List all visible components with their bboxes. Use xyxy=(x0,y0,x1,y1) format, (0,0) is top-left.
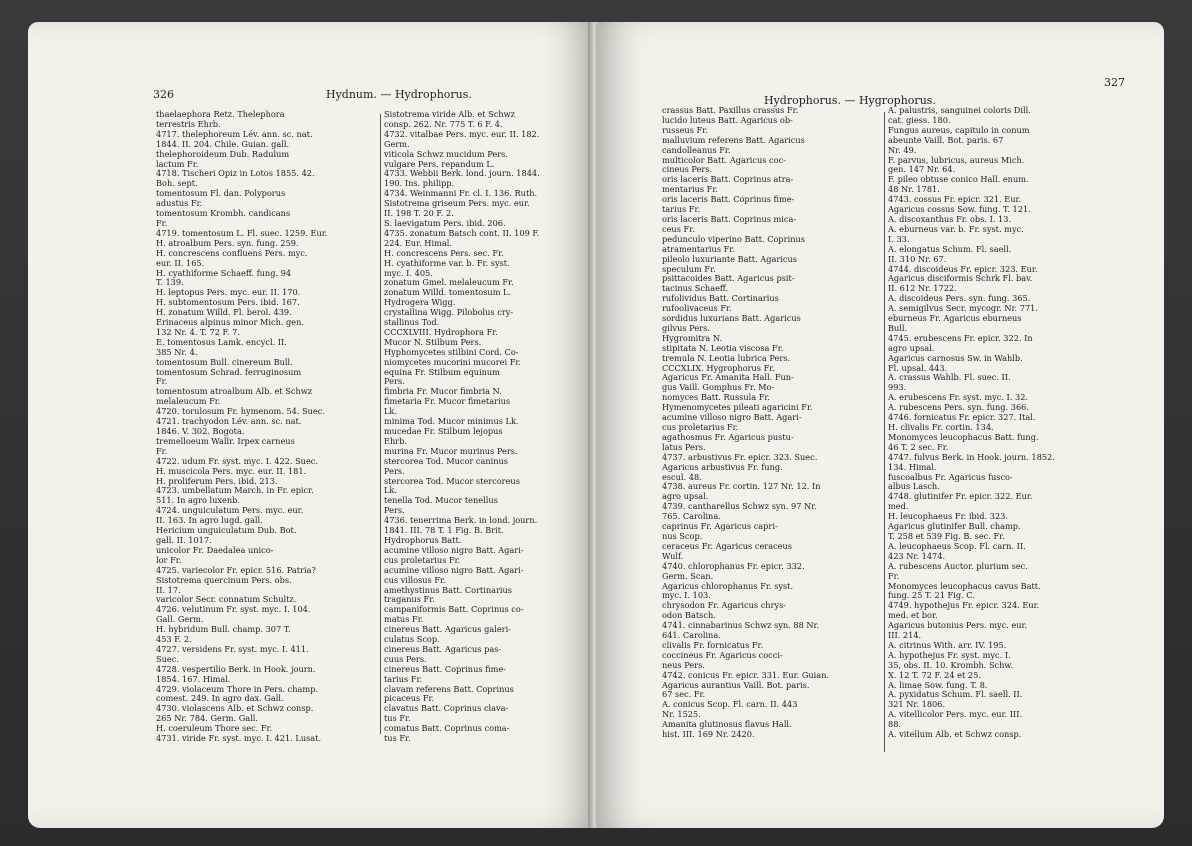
left-page-number: 326 xyxy=(153,88,174,101)
text-line: cus proletarius Fr. xyxy=(662,423,739,432)
text-line: cus proletarius Fr. xyxy=(384,555,461,565)
text-line: A. eburneus var. b. Fr. syst. myc. xyxy=(888,224,1024,234)
text-line: Boh. sept. xyxy=(156,179,198,189)
text-line: A. conicus Scop. Fl. carn. II. 443 xyxy=(662,700,798,710)
text-line: tomentosum Krombh. candicans xyxy=(156,209,291,219)
text-line: Hydrophorus Batt. xyxy=(384,535,462,545)
text-line: gus Vaill. Gomphus Fr. Mo- xyxy=(662,383,775,393)
text-line: Fungus aureus, capitulo in conum xyxy=(888,125,1030,135)
text-line: fimbria Fr. Mucor fimbria N. xyxy=(384,387,502,397)
text-line: Fr. xyxy=(156,377,168,387)
text-line: Agaricus carnosus Sw. in Wahlb. xyxy=(888,353,1023,363)
text-line: cus villosus Fr. xyxy=(384,575,446,585)
text-line: rufoolivaceus Fr. xyxy=(662,304,732,314)
text-line: 4749. hypothejus Fr. epicr. 324. Eur. xyxy=(888,601,1040,611)
text-line: X. 12 T. 72 F. 24 et 25. xyxy=(888,670,981,680)
text-line: E. tomentosus Lamk. encycl. II. xyxy=(156,337,287,347)
text-line: Sistotrema quercinum Pers. obs. xyxy=(156,575,292,585)
text-line: fuscoalbus Fr. Agaricus fusco- xyxy=(888,472,1013,482)
text-line: mucedae Fr. Stilbum lejopus xyxy=(384,427,503,436)
text-line: A. vitellum Alb. et Schwz consp. xyxy=(888,730,1022,740)
text-line: cat. giess. 180. xyxy=(888,115,951,125)
text-line: clavam referens Batt. Coprinus xyxy=(384,684,514,694)
text-line: latus Pers. xyxy=(662,442,706,452)
text-line: myc. I. 103. xyxy=(662,591,711,601)
text-line: vulgare Pers. repandum L. xyxy=(384,159,495,169)
text-line: Nr. 49. xyxy=(888,145,917,155)
text-line: II. 198 T. 20 F. 2. xyxy=(384,209,454,219)
text-line: Germ. xyxy=(384,139,410,149)
text-line: rufolividus Batt. Cortinarius xyxy=(662,294,779,304)
text-line: Nr. 1525. xyxy=(662,710,701,720)
text-line: thaelaephora Retz. Thelephora xyxy=(156,110,285,119)
text-line: tarius Fr. xyxy=(662,205,701,215)
text-line: 4723. umbellatum March. in Fr. epicr. xyxy=(156,486,314,496)
text-line: clivalis Fr. fornicatus Fr. xyxy=(662,640,764,650)
text-line: cinereus Batt. Agaricus galeri- xyxy=(384,625,511,635)
text-line: I. 33. xyxy=(888,234,910,244)
text-line: gen. 147 Nr. 64. xyxy=(888,165,956,175)
text-line: 88. xyxy=(888,720,902,730)
text-line: cinereus Batt. Coprinus fime- xyxy=(384,664,506,674)
text-line: Agaricus disciformis Schrk Fl. bav. xyxy=(888,274,1033,284)
text-line: psittacoides Batt. Agaricus psit- xyxy=(662,274,795,284)
text-line: 4729. violaceum Thore in Pers. champ. xyxy=(156,684,318,694)
text-line: pileolo luxuriante Batt. Agaricus xyxy=(662,254,797,264)
text-line: A. elongatus Schum. Fl. saell. xyxy=(888,244,1012,254)
text-line: II. 163. In agro lugd. gall. xyxy=(156,516,263,526)
text-line: sordidus luxurians Batt. Agaricus xyxy=(662,314,801,324)
text-line: adustus Fr. xyxy=(156,199,203,209)
text-line: abeunte Vaill. Bot. paris. 67 xyxy=(888,135,1004,145)
text-line: F. pileo obtuse conico Hall. enum. xyxy=(888,175,1029,185)
text-line: 641. Carolina. xyxy=(662,631,721,641)
text-line: multicolor Batt. Agaricus coc- xyxy=(662,155,786,165)
text-line: 4722. udum Fr. syst. myc. I. 422. Suec. xyxy=(156,456,318,466)
text-line: matus Fr. xyxy=(384,615,424,625)
text-line: 385 Nr. 4. xyxy=(156,347,198,357)
text-line: picaceus Fr. xyxy=(384,694,435,704)
right-page-number: 327 xyxy=(1104,76,1125,89)
text-line: 190. Ins. philipp. xyxy=(384,179,455,189)
text-line: Lk. xyxy=(384,407,398,417)
text-line: 4732. vitalbae Pers. myc. eur. II. 182. xyxy=(384,129,540,139)
text-line: H. leucophaeus Fr. ibid. 323. xyxy=(888,512,1008,522)
text-line: malluvium referens Batt. Agaricus xyxy=(662,135,805,145)
column-rule xyxy=(884,112,885,752)
text-line: hist. III. 169 Nr. 2420. xyxy=(662,730,755,740)
text-line: 4748. glutinifer Fr. epicr. 322. Eur. xyxy=(888,492,1033,502)
text-line: comatus Batt. Coprinus coma- xyxy=(384,724,510,734)
text-line: Hericium unguiculatum Dub. Bot. xyxy=(156,526,297,536)
text-line: tremelloeum Wallr. Irpex carneus xyxy=(156,436,295,446)
text-line: II. 17. xyxy=(156,585,181,595)
text-line: speculum Fr. xyxy=(662,264,716,274)
text-line: candolleanus Fr. xyxy=(662,145,731,155)
text-line: 321 Nr. 1806. xyxy=(888,700,946,710)
text-line: 4742. conicus Fr. epicr. 331. Eur. Guian. xyxy=(662,670,830,680)
text-line: Pers. xyxy=(384,466,405,476)
text-line: 765. Carolina. xyxy=(662,512,721,522)
right-running-head: Hydrophorus. — Hygrophorus. xyxy=(764,94,936,107)
text-line: ceus Fr. xyxy=(662,224,695,234)
text-line: H. atroalbum Pers. syn. fung. 259. xyxy=(156,238,299,248)
text-line: viticola Schwz mucidum Pers. xyxy=(384,149,508,159)
text-line: acumine villoso nigro Batt. Agari- xyxy=(384,545,524,555)
text-line: Monomyces leucophacus Batt. fung. xyxy=(888,432,1039,442)
text-line: russeus Fr. xyxy=(662,125,708,135)
text-line: 4741. cinnabarinus Schwz syn. 88 Nr. xyxy=(662,621,820,631)
text-line: niomycetes mucorini mucorei Fr. xyxy=(384,357,521,367)
text-line: Mucor N. Stilbum Pers. xyxy=(384,337,482,347)
text-line: tomentosum Bull. cinereum Bull. xyxy=(156,357,293,367)
text-line: Agaricus chlorophanus Fr. syst. xyxy=(662,581,794,591)
text-line: Hyphomycetes stilbini Cord. Co- xyxy=(384,347,519,357)
text-line: gilvus Pers. xyxy=(662,323,710,333)
text-line: Monomyces leucophacus cavus Batt. xyxy=(888,581,1041,591)
text-line: Agaricus arbustivus Fr. fung. xyxy=(662,462,783,472)
text-line: 4724. unguiculatum Pers. myc. eur. xyxy=(156,506,304,516)
text-line: med. et bor. xyxy=(888,611,938,621)
text-line: H. cyathiforme Schaeff. fung. 94 xyxy=(156,268,292,278)
text-line: tus Fr. xyxy=(384,714,411,724)
text-line: ceraceus Fr. Agaricus ceraceus xyxy=(662,541,792,551)
text-line: H. cyathiforme var. b. Fr. syst. xyxy=(384,258,510,268)
text-line: Hydrogera Wigg. xyxy=(384,298,456,308)
text-line: stipitata N. Leotia viscosa Fr. xyxy=(662,343,784,353)
text-line: gall. II. 1017. xyxy=(156,535,212,545)
text-line: chrysodon Fr. Agaricus chrys- xyxy=(662,601,787,611)
text-line: Hygromitra N. xyxy=(662,333,723,343)
text-line: H. hybridum Bull. champ. 307 T. xyxy=(156,625,291,635)
text-line: Fr. xyxy=(888,571,900,581)
text-line: Germ. Scan. xyxy=(662,571,714,581)
text-line: 4746. fornicatus Fr. epicr. 327. Ital. xyxy=(888,413,1036,423)
text-line: Ehrb. xyxy=(384,436,408,446)
text-line: 132 Nr. 4. T. 72 F. 7. xyxy=(156,327,240,337)
text-line: CCCXLIX. Hygrophorus Fr. xyxy=(662,363,775,373)
left-column-1 xyxy=(156,110,364,744)
text-line: 4745. erubescens Fr. epicr. 322. In xyxy=(888,333,1033,343)
text-line: neus Pers. xyxy=(662,660,705,670)
text-line: tomentosum atroalbum Alb. et Schwz xyxy=(156,387,313,397)
text-line: oris laceris Batt. Coprinus mica- xyxy=(662,214,797,224)
text-line: 224. Eur. Himal. xyxy=(384,238,452,248)
text-line: zonatum Gmel. melaleucum Fr. xyxy=(384,278,514,288)
right-page xyxy=(596,22,1164,828)
text-line: tomentosum Fl. dan. Polyporus xyxy=(156,189,286,199)
text-line: amethystinus Batt. Cortinarius xyxy=(384,585,513,595)
text-line: S. laevigatum Pers. ibid. 206. xyxy=(384,218,506,228)
text-line: 4747. fulvus Berk. in Hook. journ. 1852. xyxy=(888,452,1055,462)
text-line: consp. 262. Nr. 775 T. 6 F. 4. xyxy=(384,119,503,129)
text-line: Bull. xyxy=(888,323,908,333)
text-line: stercorea Tod. Mucor caninus xyxy=(384,456,509,466)
text-line: Fr. xyxy=(156,218,168,228)
text-line: crystallina Wigg. Pilobolus cry- xyxy=(384,308,514,318)
text-line: nus Scop. xyxy=(662,531,703,541)
text-line: A. palustris, sanguinei coloris Dill. xyxy=(888,106,1031,115)
text-line: acumine villoso nigro Batt. Agari- xyxy=(662,413,802,423)
text-line: III. 214. xyxy=(888,631,922,641)
text-line: med. xyxy=(888,502,909,512)
text-line: Agaricus butonius Pers. myc. eur. xyxy=(888,621,1028,631)
text-line: terrestris Ehrb. xyxy=(156,119,221,129)
text-line: zonatum Willd. tomentosum L. xyxy=(384,288,512,298)
text-line: 993. xyxy=(888,383,907,393)
text-line: A. erubescens Fr. syst. myc. I. 32. xyxy=(888,393,1029,403)
text-line: H. zonatum Willd. Fl. berol. 439. xyxy=(156,308,292,318)
text-line: 4725. variecolor Fr. epicr. 516. Patria? xyxy=(156,565,316,575)
text-line: murina Fr. Mucor murinus Pers. xyxy=(384,446,518,456)
text-line: A. vitellicolor Pers. myc. eur. III. xyxy=(888,710,1023,720)
text-line: 1846. V. 302. Bogota. xyxy=(156,427,245,436)
text-line: acumine villoso nigro Batt. Agari- xyxy=(384,565,524,575)
text-line: cinereus Batt. Agaricus pas- xyxy=(384,644,502,654)
text-line: Pers. xyxy=(384,377,405,387)
text-line: equina Fr. Stilbum equinum xyxy=(384,367,500,377)
text-line: 67 sec. Fr. xyxy=(662,690,706,700)
left-column-2 xyxy=(384,110,590,744)
text-line: Agaricus Fr. Amanita Hall. Fun- xyxy=(662,373,794,383)
text-line: caprinus Fr. Agaricus capri- xyxy=(662,522,778,532)
text-line: agathosmus Fr. Agaricus pustu- xyxy=(662,432,794,442)
text-line: Amanita glutinosus flavus Hall. xyxy=(662,720,792,730)
text-line: H. leptopus Pers. myc. eur. II. 170. xyxy=(156,288,301,298)
text-line: crassus Batt. Paxillus crassus Fr. xyxy=(662,106,799,115)
text-line: 4734. Weinmanni Fr. cl. I. 136. Ruth. xyxy=(384,189,538,199)
text-line: Pers. xyxy=(384,506,405,516)
text-line: F. parvus, lubricus, aureus Mich. xyxy=(888,155,1025,165)
text-line: tomentosum Schrad. ferruginosum xyxy=(156,367,302,377)
text-line: H. coeruleum Thore sec. Fr. xyxy=(156,724,273,734)
text-line: thelephoroideum Dub. Radulum xyxy=(156,149,290,159)
text-line: 134. Himal. xyxy=(888,462,937,472)
text-line: 423 Nr. 1474. xyxy=(888,551,946,561)
text-line: melaleucum Fr. xyxy=(156,397,221,407)
text-line: cineus Pers. xyxy=(662,165,713,175)
text-line: stercorea Tod. Mucor stercoreus xyxy=(384,476,520,486)
text-line: T. 258 et 539 Fig. B. sec. Fr. xyxy=(888,531,1005,541)
text-line: Agaricus glutinifer Bull. champ. xyxy=(888,522,1021,532)
text-line: H. proliferum Pers. ibid. 213. xyxy=(156,476,278,486)
text-line: II. 310 Nr. 67. xyxy=(888,254,947,264)
text-line: Gall. Germ. xyxy=(156,615,204,625)
text-line: A. leucophaeus Scop. Fl. carn. II. xyxy=(888,541,1026,551)
text-line: pedunculo viperino Batt. Coprinus xyxy=(662,234,805,244)
text-line: 4737. arbustivus Fr. epicr. 323. Suec. xyxy=(662,452,818,462)
text-line: 453 F. 2. xyxy=(156,635,192,645)
text-line: Suec. xyxy=(156,654,179,664)
text-line: 4736. tenerrima Berk. in lond. journ. xyxy=(384,516,538,526)
text-line: oris laceris Batt. Coprinus fime- xyxy=(662,195,795,205)
left-running-head: Hydnum. — Hydrophorus. xyxy=(326,88,472,101)
text-line: 4718. Tischeri Opiz in Lotos 1855. 42. xyxy=(156,169,315,179)
text-line: 4717. thelephoreum Lév. ann. sc. nat. xyxy=(156,129,313,139)
text-line: 35, obs. II. 10. Krombh. Schw. xyxy=(888,660,1014,670)
text-line: 46 T. 2 sec. Fr. xyxy=(888,442,949,452)
text-line: fimetaria Fr. Mucor fimetarius xyxy=(384,397,511,407)
text-line: 4739. cantharellus Schwz syn. 97 Nr. xyxy=(662,502,817,512)
text-line: tenella Tod. Mucor tenellus xyxy=(384,496,498,506)
text-line: minima Tod. Mucor minimus Lk. xyxy=(384,417,519,427)
text-line: mentarius Fr. xyxy=(662,185,718,195)
text-line: H. concrescens confluens Pers. myc. xyxy=(156,248,308,258)
text-line: varicolor Secr. connatum Schultz. xyxy=(156,595,297,605)
left-page xyxy=(28,22,593,828)
text-line: 48 Nr. 1781. xyxy=(888,185,940,195)
text-line: Sistotrema griseum Pers. myc. eur. xyxy=(384,199,530,209)
text-line: 4735. zonatum Batsch cont. II. 109 F. xyxy=(384,228,540,238)
text-line: Fr. xyxy=(156,446,168,456)
text-line: cuus Pers. xyxy=(384,654,427,664)
text-line: 4730. violascens Alb. et Schwz consp. xyxy=(156,704,314,714)
text-line: Wulf. xyxy=(662,551,684,561)
text-line: 511. In agro luxenb. xyxy=(156,496,240,506)
text-line: A. hypothejus Fr. syst. myc. I. xyxy=(888,650,1011,660)
text-line: H. muscicola Pers. myc. eur. II. 181. xyxy=(156,466,307,476)
text-line: comest. 249. In agro dax. Gall. xyxy=(156,694,284,704)
text-line: escul. 48. xyxy=(662,472,702,482)
column-rule xyxy=(380,114,381,734)
text-line: 4728. vespertilio Berk. in Hook. journ. xyxy=(156,664,316,674)
text-line: tremula N. Leotia lubrica Pers. xyxy=(662,353,791,363)
text-line: oris laceris Batt. Coprinus atra- xyxy=(662,175,794,185)
text-line: T. 139. xyxy=(156,278,184,288)
text-line: traganus Fr. xyxy=(384,595,435,605)
text-line: Hymenomycetes pileati agaricini Fr. xyxy=(662,403,813,413)
text-line: myc. I. 405. xyxy=(384,268,433,278)
text-line: H. subtomentosum Pers. ibid. 167. xyxy=(156,298,300,308)
text-line: 4719. tomentosum L. Fl. suec. 1259. Eur. xyxy=(156,228,328,238)
right-column-2 xyxy=(888,106,1110,740)
text-line: 1841. III. 78 T. 1 Fig. B. Brit. xyxy=(384,526,504,536)
text-line: 1844. II. 204. Chile. Guian. gall. xyxy=(156,139,290,149)
text-line: atramentarius Fr. xyxy=(662,244,735,254)
text-line: agro upsal. xyxy=(888,343,935,353)
text-line: 4744. discoideus Fr. epicr. 323. Eur. xyxy=(888,264,1038,274)
text-line: lucido luteus Batt. Agaricus ob- xyxy=(662,115,793,125)
text-line: eur. II. 165. xyxy=(156,258,205,268)
text-line: albus Lasch. xyxy=(888,482,940,492)
text-line: 265 Nr. 784. Germ. Gall. xyxy=(156,714,258,724)
text-line: 4721. trachyodon Lév. ann. sc. nat. xyxy=(156,417,302,427)
text-line: Agaricus cossus Sow. fung. T. 121. xyxy=(888,205,1031,215)
text-line: H. concrescens Pers. sec. Fr. xyxy=(384,248,504,258)
text-line: 1854. 167. Himal. xyxy=(156,674,231,684)
text-line: Sistotrema viride Alb. et Schwz xyxy=(384,110,515,119)
text-line: II. 612 Nr. 1722. xyxy=(888,284,957,294)
text-line: Fl. upsal. 443. xyxy=(888,363,948,373)
text-line: odon Batsch. xyxy=(662,611,716,621)
text-line: Agaricus aurantius Vaill. Bot. paris. xyxy=(662,680,810,690)
text-line: tarius Fr. xyxy=(384,674,423,684)
text-line: 4720. torulosum Fr. hymenom. 54. Suec. xyxy=(156,407,325,417)
text-line: 4727. versidens Fr. syst. myc. I. 411. xyxy=(156,644,309,654)
text-line: Erinaceus alpinus minor Mich. gen. xyxy=(156,318,305,328)
text-line: culatus Scop. xyxy=(384,635,440,645)
text-line: lor Fr. xyxy=(156,555,182,565)
text-line: A. limae Sow. fung. T. 8. xyxy=(888,680,988,690)
text-line: 4740. chlorophanus Fr. epicr. 332. xyxy=(662,561,805,571)
text-line: A. rubescens Auctor. plurium sec. xyxy=(888,561,1028,571)
text-line: tacinus Schaeff. xyxy=(662,284,729,294)
text-line: agro upsal. xyxy=(662,492,709,502)
text-line: clavatus Batt. Coprinus clava- xyxy=(384,704,509,714)
text-line: A. citrinus With. arr. IV. 195. xyxy=(888,640,1007,650)
text-line: A. discoxanthus Fr. obs. I. 13. xyxy=(888,214,1012,224)
text-line: Lk. xyxy=(384,486,398,496)
text-line: campaniformis Batt. Coprinus co- xyxy=(384,605,524,615)
text-line: stallinus Tod. xyxy=(384,318,440,328)
text-line: 4743. cossus Fr. epicr. 321. Eur. xyxy=(888,195,1022,205)
text-line: H. clivalis Fr. cortin. 134. xyxy=(888,423,994,432)
text-line: A. rubescens Pers. syn. fung. 366. xyxy=(888,403,1029,413)
text-line: 4733. Webbii Berk. lond. journ. 1844. xyxy=(384,169,540,179)
text-line: coccineus Fr. Agaricus cocci- xyxy=(662,650,783,660)
text-line: nomyces Batt. Russula Fr. xyxy=(662,393,771,403)
text-line: 4726. velutinum Fr. syst. myc. I. 104. xyxy=(156,605,311,615)
text-line: A. discoideus Pers. syn. fung. 365. xyxy=(888,294,1031,304)
text-line: unicolor Fr. Daedalea unico- xyxy=(156,545,274,555)
text-line: fung. 25 T. 21 Fig. C. xyxy=(888,591,975,601)
text-line: A. crassus Wahlb. Fl. suec. II. xyxy=(888,373,1011,383)
text-line: 4738. aureus Fr. cortin. 127 Nr. 12. In xyxy=(662,482,821,492)
text-line: tus Fr. xyxy=(384,734,411,744)
text-line: lactum Fr. xyxy=(156,159,199,169)
text-line: A. semigilvus Secr. mycogr. Nr. 771. xyxy=(888,304,1038,314)
text-line: eburneus Fr. Agaricus eburneus xyxy=(888,314,1022,324)
text-line: A. pyxidatus Schum. Fl. saell. II. xyxy=(888,690,1023,700)
text-line: 4731. viride Fr. syst. myc. I. 421. Lusat. xyxy=(156,734,322,744)
right-column-1 xyxy=(662,106,880,740)
text-line: CCCXLVIII. Hydrophora Fr. xyxy=(384,327,498,337)
